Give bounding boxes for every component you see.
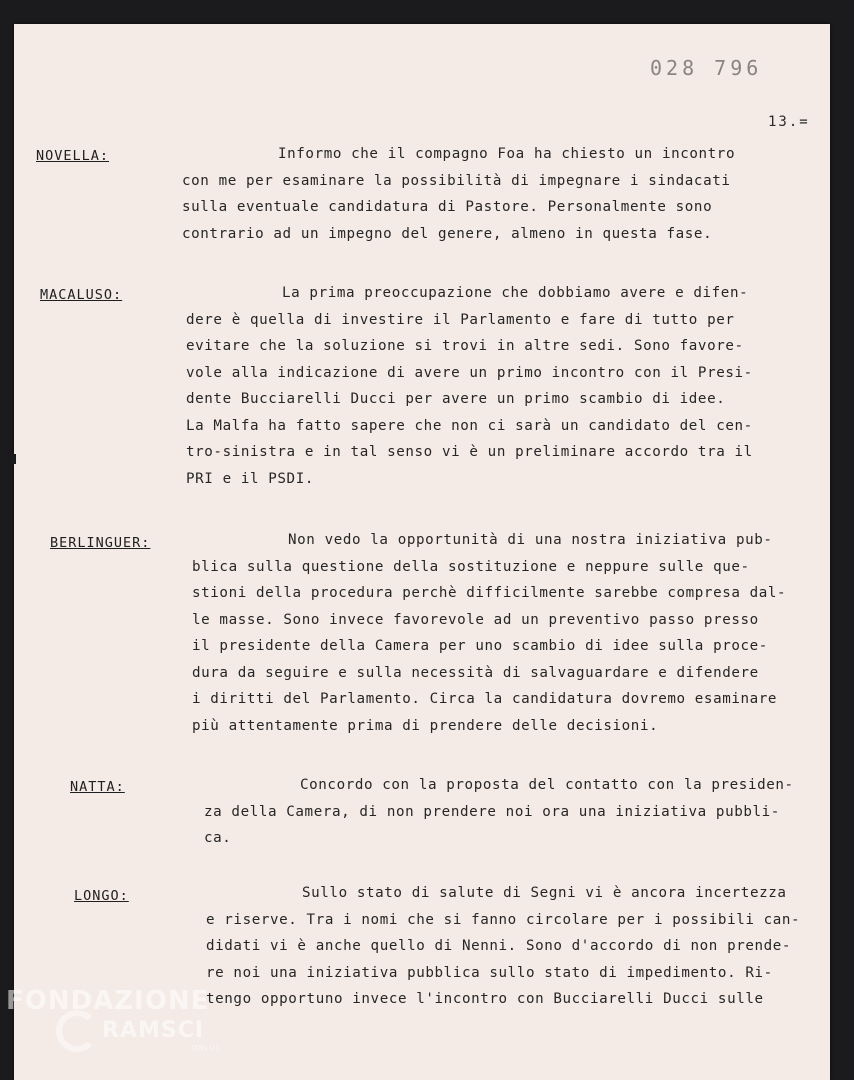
text-line: dere è quella di investire il Parlamento e fare di tutto per — [186, 311, 735, 328]
text-line: La prima preoccupazione che dobbiamo avere e difen- — [282, 285, 749, 301]
text-line: La Malfa ha fatto sapere che non ci sarà un candidato del cen- — [186, 417, 753, 434]
text-line: vole alla indicazione di avere un primo incontro con il Presi- — [186, 364, 753, 381]
speech-paragraph — [206, 880, 800, 1013]
speech-paragraph — [204, 772, 794, 852]
text-line: i diritti del Parlamento. Circa la candidatura dovremo esaminare — [192, 691, 778, 707]
text-line: Informo che il compagno Foa ha chiesto un incontro — [278, 146, 736, 162]
text-line: Sullo stato di salute di Segni vi è ancora incertezza — [302, 885, 787, 901]
speaker-label: BERLINGUER: — [50, 535, 151, 551]
speech-paragraph — [192, 527, 786, 739]
text-line: e riserve. Tra i nomi che si fanno circolare per i possibili can- — [206, 911, 801, 928]
text-line: za della Camera, di non prendere noi ora una iniziativa pubbli- — [204, 803, 780, 820]
text-line: blica sulla questione della sostituzione e neppure sulle que- — [192, 558, 750, 575]
text-line: re noi una iniziativa pubblica sullo stato di impedimento. Ri- — [206, 964, 773, 981]
text-line: tro-sinistra e in tal senso vi è un preliminare accordo tra il — [186, 444, 753, 460]
watermark-line: FONDAZIONE — [6, 986, 210, 1016]
speaker-label: MACALUSO: — [40, 287, 123, 303]
text-line: tengo opportuno invece l'incontro con Bucciarelli Ducci sulle — [206, 991, 764, 1007]
speech-paragraph — [186, 280, 753, 492]
text-line: stioni della procedura perchè difficilmente sarebbe compresa dal- — [192, 585, 787, 601]
watermark-line: RAMSCI — [102, 1018, 205, 1043]
text-line: il presidente della Camera per uno scambio di idee sulla proce- — [192, 638, 768, 654]
text-line: didati vi è anche quello di Nenni. Sono d'accordo di non prende- — [206, 938, 792, 954]
page-edge-tear — [10, 454, 16, 464]
speaker-label: LONGO: — [74, 888, 129, 904]
text-line: sulla eventuale candidatura di Pastore. Personalmente sono — [182, 199, 713, 215]
text-line: le masse. Sono invece favorevole ad un preventivo passo presso — [192, 611, 759, 628]
speaker-label: NATTA: — [70, 779, 125, 795]
text-line: più attentamente prima di prendere delle decisioni. — [192, 717, 659, 734]
speech-paragraph — [182, 141, 735, 247]
text-line: Concordo con la proposta del contatto con la presiden- — [300, 777, 794, 793]
page-number: 13.= — [768, 114, 810, 130]
text-line: PRI e il PSDI. — [186, 470, 314, 487]
text-line: Non vedo la opportunità di una nostra iniziativa pub- — [288, 532, 773, 548]
document-page — [14, 24, 830, 1080]
text-line: dura da seguire e sulla necessità di salvaguardare e difendere — [192, 664, 759, 681]
speaker-label: NOVELLA: — [36, 148, 110, 164]
text-line: con me per esaminare la possibilità di impegnare i sindacati — [182, 172, 731, 189]
text-line: contrario ad un impegno del genere, almeno in questa fase. — [182, 225, 713, 242]
watermark-g-logo-icon — [56, 1010, 98, 1052]
watermark-line: ONLUS — [192, 1044, 221, 1052]
text-line: evitare che la soluzione si trovi in altre sedi. Sono favore- — [186, 338, 744, 354]
archive-stamp-number: 028 796 — [650, 56, 763, 80]
text-line: dente Bucciarelli Ducci per avere un primo scambio di idee. — [186, 391, 726, 407]
text-line: ca. — [204, 830, 232, 846]
